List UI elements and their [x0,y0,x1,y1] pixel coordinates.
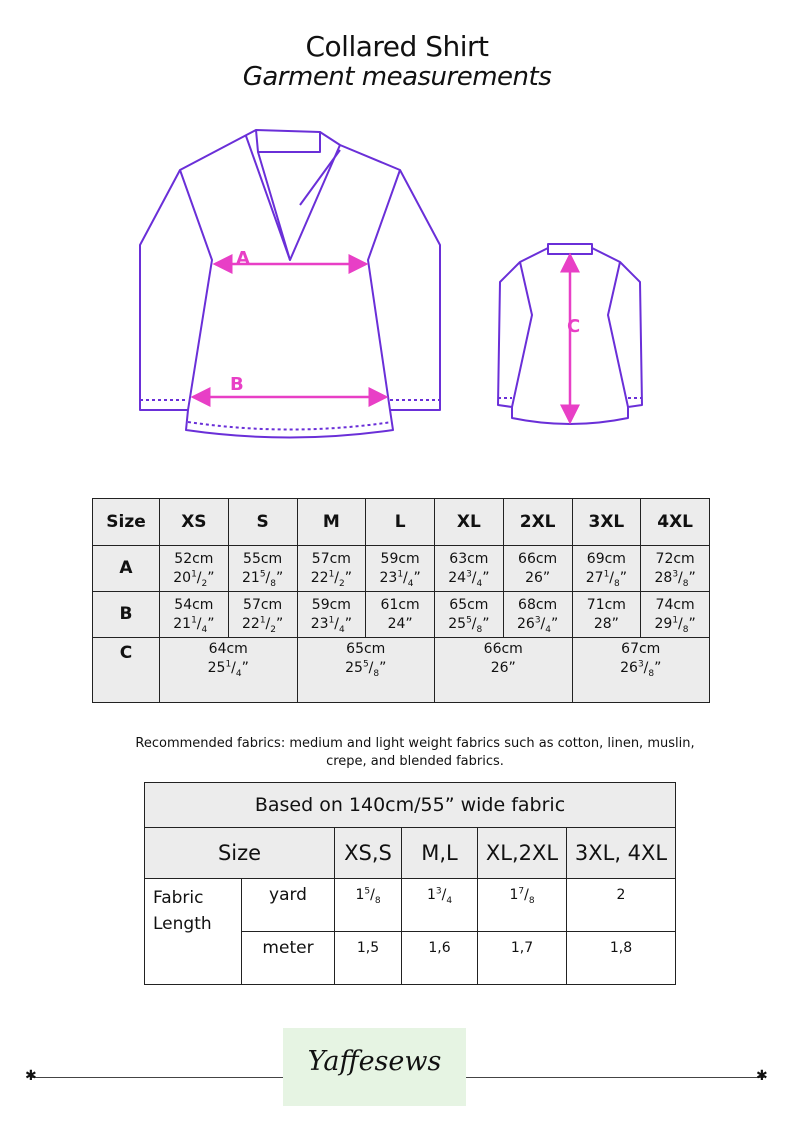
brand-logo: Yaffesews [307,1046,442,1077]
size-table [92,498,710,703]
size-header-label: Size [93,499,160,546]
yard-value: 2 [567,879,676,932]
fabric-size-label: Size [145,828,335,879]
row-b-cm: 68cm [518,596,558,613]
star-right-icon: ✱ [756,1068,768,1084]
yard-value: $1^7/_8$ [478,879,567,932]
row-c-cm: 66cm [483,641,523,657]
fabric-size-row [145,828,676,879]
row-b-in: $25^5/_8$” [448,614,490,635]
size-l: L [366,499,435,546]
row-c-in: $26^3/_8$” [620,659,662,679]
row-b-cell [297,592,366,638]
row-a-cm: 55cm [243,550,283,567]
fabric-table [144,782,676,985]
row-c [93,638,710,703]
shirt-front [140,130,440,438]
row-b-in: $29^1/_8$” [654,614,696,635]
row-b-cm: 65cm [449,596,489,613]
row-c-cell [297,638,435,703]
row-c-in: 26” [490,660,516,676]
row-a-cm: 72cm [655,550,695,567]
row-a-cm: 59cm [380,550,420,567]
meter-label: meter [242,932,335,985]
size-4xl: 4XL [641,499,710,546]
row-b-cell [503,592,572,638]
row-b-label: B [93,592,160,638]
size-2xl: 2XL [503,499,572,546]
size-xs: XS [160,499,229,546]
meter-value: 1,6 [402,932,478,985]
row-a-cell [572,546,641,592]
fabric-group: XS,S [335,828,402,879]
row-b-cm: 54cm [174,596,214,613]
row-c-cm: 67cm [621,641,661,657]
row-b-in: $21^1/_4$” [173,614,215,635]
row-b [93,592,710,638]
fabric-yard-row [145,879,676,932]
label-c: C [567,316,581,337]
size-xl: XL [435,499,504,546]
row-a-cm: 57cm [311,550,351,567]
yard-value: $1^3/_4$ [402,879,478,932]
row-c-in: $25^1/_4$” [207,659,249,679]
row-a-in: $28^3/_8$” [654,568,696,589]
row-b-cell [572,592,641,638]
row-b-cm: 59cm [311,596,351,613]
size-m: M [297,499,366,546]
row-c-in: $25^5/_8$” [345,659,387,679]
meter-value: 1,5 [335,932,402,985]
row-a-in: 26” [525,569,551,586]
fabric-length-label: Fabric Length [145,879,242,985]
fabric-note: Recommended fabrics: medium and light weight fabrics such as cotton, linen, muslin, crepe, and blended fabrics. [135,736,695,769]
fabric-group: M,L [402,828,478,879]
row-a-cm: 69cm [586,550,626,567]
fabric-table-header: Based on 140cm/55” wide fabric [145,783,676,828]
row-b-in: $22^1/_2$” [241,614,284,635]
fabric-group: 3XL, 4XL [567,828,676,879]
row-b-cm: 57cm [243,596,283,613]
label-b: B [230,374,244,395]
row-a-cell [160,546,229,592]
fabric-header-row [145,783,676,828]
row-b-in: $26^3/_4$” [516,614,559,635]
row-a-cm: 52cm [174,550,214,567]
row-a-in: $21^5/_8$” [241,568,284,589]
row-a-cell [503,546,572,592]
page-title: Collared Shirt [305,30,489,63]
size-3xl: 3XL [572,499,641,546]
row-c-cell [435,638,573,703]
row-c-label: C [93,638,160,703]
row-b-in: 28” [593,615,619,632]
row-b-cell [366,592,435,638]
row-b-cm: 61cm [380,596,420,613]
fabric-group: XL,2XL [478,828,567,879]
meter-value: 1,8 [567,932,676,985]
yard-value: $1^5/_8$ [335,879,402,932]
row-a-in: $20^1/_2$” [173,568,215,589]
size-s: S [228,499,297,546]
row-c-cell [160,638,298,703]
row-b-cell [435,592,504,638]
row-b-in: 24” [387,615,413,632]
row-a-label: A [93,546,160,592]
row-b-cell [160,592,229,638]
row-a-cell [366,546,435,592]
size-header-row [93,499,710,546]
row-a-in: $27^1/_8$” [585,568,628,589]
row-b-cm: 74cm [655,596,695,613]
row-b-cm: 71cm [586,596,626,613]
page-subtitle: Garment measurements [242,62,552,92]
yard-label: yard [242,879,335,932]
row-a [93,546,710,592]
row-c-cell [572,638,710,703]
row-a-cell [297,546,366,592]
row-b-cell [641,592,710,638]
row-a-cell [435,546,504,592]
row-a-in: $24^3/_4$” [448,568,490,589]
row-a-in: $23^1/_4$” [379,568,421,589]
row-a-cell [641,546,710,592]
garment-diagram [0,110,794,440]
meter-value: 1,7 [478,932,567,985]
label-a: A [236,248,250,269]
row-a-cell [228,546,297,592]
row-b-in: $23^1/_4$” [310,614,353,635]
row-c-cm: 65cm [346,641,386,657]
row-b-cell [228,592,297,638]
row-a-cm: 66cm [518,550,558,567]
row-a-in: $22^1/_2$” [310,568,353,589]
row-a-cm: 63cm [449,550,489,567]
star-left-icon: ✱ [25,1068,37,1084]
row-c-cm: 64cm [208,641,248,657]
